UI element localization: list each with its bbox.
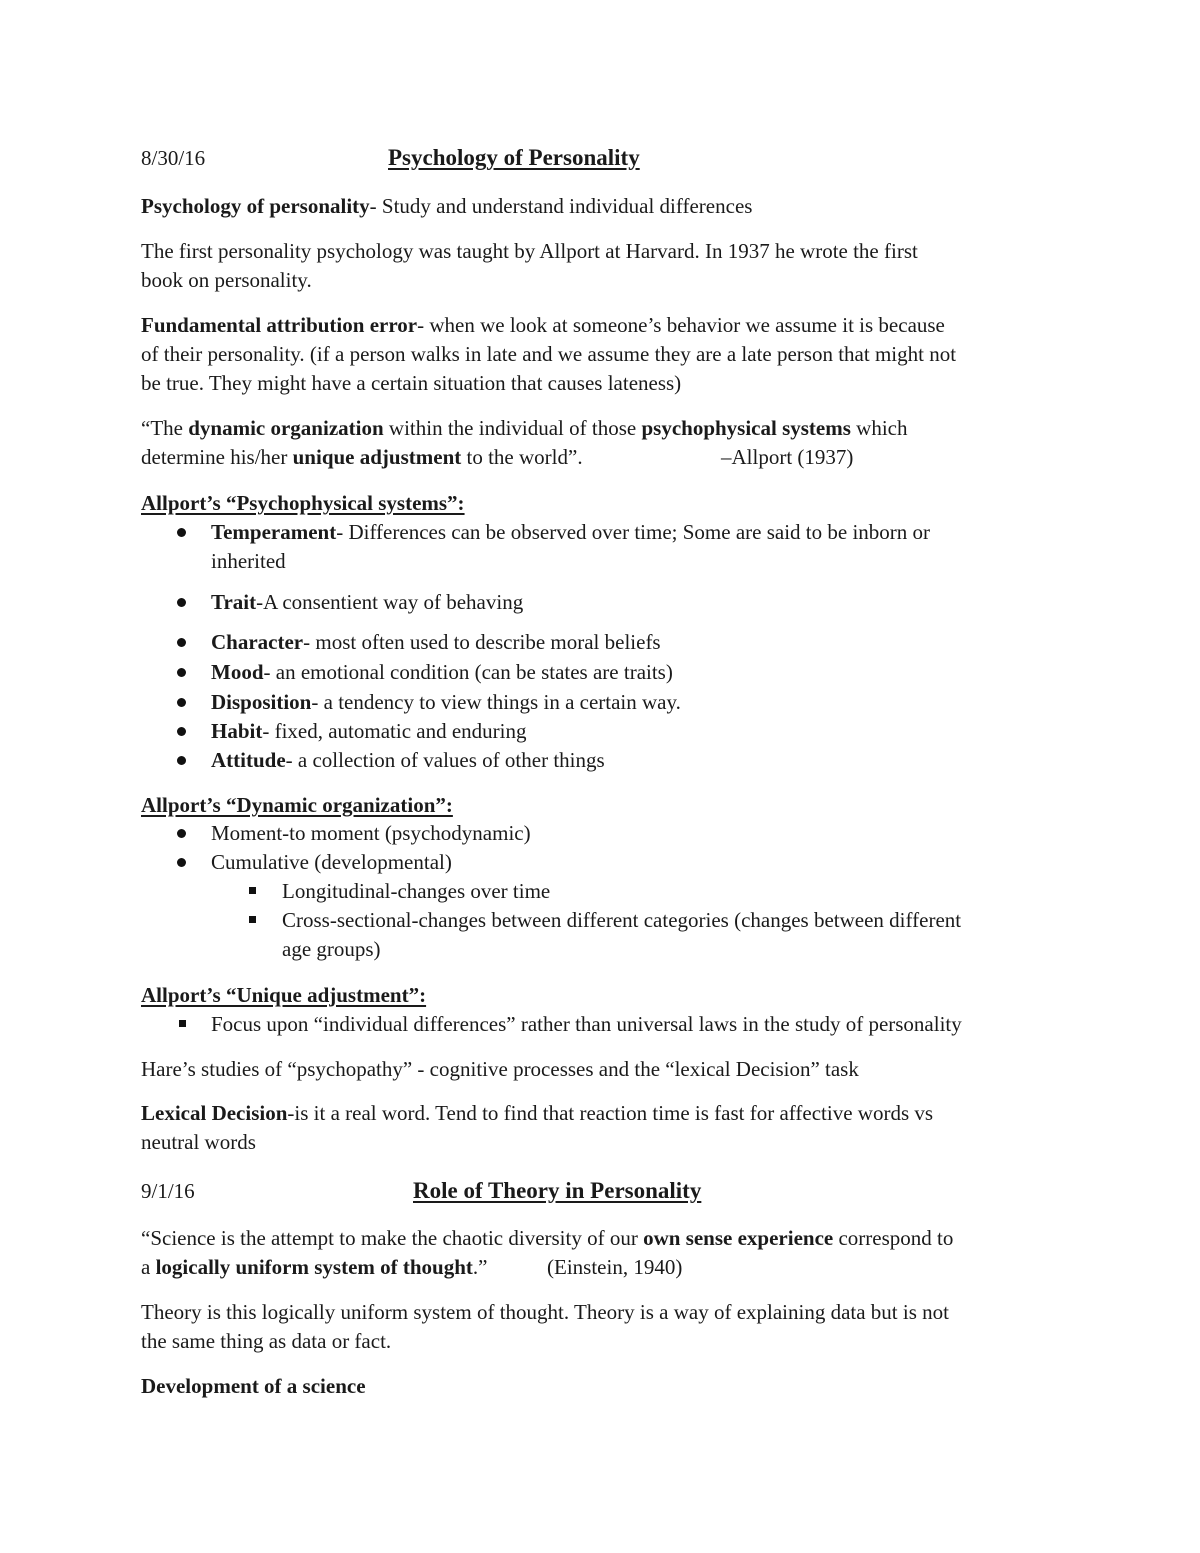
list-item xyxy=(211,518,930,547)
quote-text: “Science is the attempt to make the chaotic diversity of our xyxy=(141,1226,644,1250)
definition-text: - Study and understand individual differences xyxy=(369,194,753,218)
bullet-icon xyxy=(177,858,186,867)
item-text: - most often used to describe moral beliefs xyxy=(303,630,661,654)
term: Trait xyxy=(211,590,257,614)
paragraph-line: The first personality psychology was taught by Allport at Harvard. In 1937 he wrote the first xyxy=(141,239,918,263)
quote-line xyxy=(141,443,583,472)
section-heading: Allport’s “Dynamic organization”: xyxy=(141,793,453,817)
list-item: Moment-to moment (psychodynamic) xyxy=(211,821,531,845)
quote-bold: psychophysical systems xyxy=(641,416,851,440)
bullet-icon xyxy=(177,829,186,838)
paragraph-line: be true. They might have a certain situation that causes lateness) xyxy=(141,371,682,395)
term: Habit xyxy=(211,719,263,743)
list-item xyxy=(211,746,605,775)
quote-text: which xyxy=(850,416,908,440)
quote-text: determine his/her xyxy=(141,445,293,469)
item-text: - Differences can be observed over time; Some are said to be inborn or xyxy=(336,520,931,544)
quote-line xyxy=(141,1224,953,1253)
quote-text: .” xyxy=(472,1255,488,1279)
section-heading: Allport’s “Unique adjustment”: xyxy=(141,983,427,1007)
list-item: Cumulative (developmental) xyxy=(211,850,452,874)
section-heading: Development of a science xyxy=(141,1374,366,1398)
list-item xyxy=(211,717,527,746)
quote-text: within the individual of those xyxy=(383,416,642,440)
square-bullet-icon xyxy=(249,887,256,894)
quote-citation: –Allport (1937) xyxy=(721,445,854,469)
quote-line xyxy=(141,1253,487,1282)
section-heading: Allport’s “Psychophysical systems”: xyxy=(141,491,465,515)
quote-text: a xyxy=(141,1255,156,1279)
list-item xyxy=(211,588,523,617)
paragraph-line: the same thing as data or fact. xyxy=(141,1329,392,1353)
bullet-icon xyxy=(177,668,186,677)
quote-citation: (Einstein, 1940) xyxy=(547,1255,683,1279)
term: Lexical Decision xyxy=(141,1101,288,1125)
bullet-icon xyxy=(177,598,186,607)
bullet-icon xyxy=(177,698,186,707)
square-bullet-icon xyxy=(249,916,256,923)
definition-lexical-decision xyxy=(141,1099,933,1128)
quote-line xyxy=(141,414,908,443)
term: Character xyxy=(211,630,304,654)
term: Disposition xyxy=(211,690,312,714)
quote-text: correspond to xyxy=(833,1226,954,1250)
section-header-2 xyxy=(141,1177,1061,1207)
quote-bold: own sense experience xyxy=(643,1226,834,1250)
item-text: - a tendency to view things in a certain way. xyxy=(311,690,681,714)
bullet-icon xyxy=(177,528,186,537)
square-bullet-icon xyxy=(179,1020,186,1027)
bullet-icon xyxy=(177,756,186,765)
section-date: 8/30/16 xyxy=(141,146,206,170)
list-item xyxy=(211,628,661,657)
section-header-1 xyxy=(141,144,1061,174)
item-text: - an emotional condition (can be states are traits) xyxy=(263,660,673,684)
bullet-icon xyxy=(177,638,186,647)
section-title: Role of Theory in Personality xyxy=(413,1178,702,1203)
sub-list-item: Cross-sectional-changes between different categories (changes between different xyxy=(282,908,962,932)
definition-text: -is it a real word. Tend to find that reaction time is fast for affective words vs xyxy=(287,1101,934,1125)
quote-bold: unique adjustment xyxy=(292,445,462,469)
term: Attitude xyxy=(211,748,286,772)
paragraph-line: book on personality. xyxy=(141,268,312,292)
bullet-icon xyxy=(177,727,186,736)
item-text: -A consentient way of behaving xyxy=(256,590,524,614)
term: Fundamental attribution error xyxy=(141,313,418,337)
term: Mood xyxy=(211,660,264,684)
section-date: 9/1/16 xyxy=(141,1179,195,1203)
paragraph-line: Theory is this logically uniform system of thought. Theory is a way of explaining data but is not xyxy=(141,1300,949,1324)
sub-list-item: Longitudinal-changes over time xyxy=(282,879,551,903)
list-item xyxy=(211,688,681,717)
paragraph-line: neutral words xyxy=(141,1130,256,1154)
quote-bold: logically uniform system of thought xyxy=(155,1255,473,1279)
section-title: Psychology of Personality xyxy=(388,145,640,170)
sub-list-item-continuation: age groups) xyxy=(282,937,381,961)
term: Psychology of personality xyxy=(141,194,370,218)
definition-psychology-of-personality xyxy=(141,192,752,221)
list-item: Focus upon “individual differences” rather than universal laws in the study of personality xyxy=(211,1012,962,1036)
list-item xyxy=(211,658,673,687)
definition-text: - when we look at someone’s behavior we assume it is because xyxy=(417,313,945,337)
quote-text: “The xyxy=(141,416,189,440)
quote-bold: dynamic organization xyxy=(188,416,384,440)
quote-text: to the world”. xyxy=(461,445,583,469)
item-text: - fixed, automatic and enduring xyxy=(262,719,527,743)
term: Temperament xyxy=(211,520,337,544)
list-item-continuation: inherited xyxy=(211,549,286,573)
paragraph-line: Hare’s studies of “psychopathy” - cognitive processes and the “lexical Decision” task xyxy=(141,1057,859,1081)
paragraph-line: of their personality. (if a person walks in late and we assume they are a late person that might not xyxy=(141,342,957,366)
definition-fae xyxy=(141,311,945,340)
item-text: - a collection of values of other things xyxy=(285,748,605,772)
